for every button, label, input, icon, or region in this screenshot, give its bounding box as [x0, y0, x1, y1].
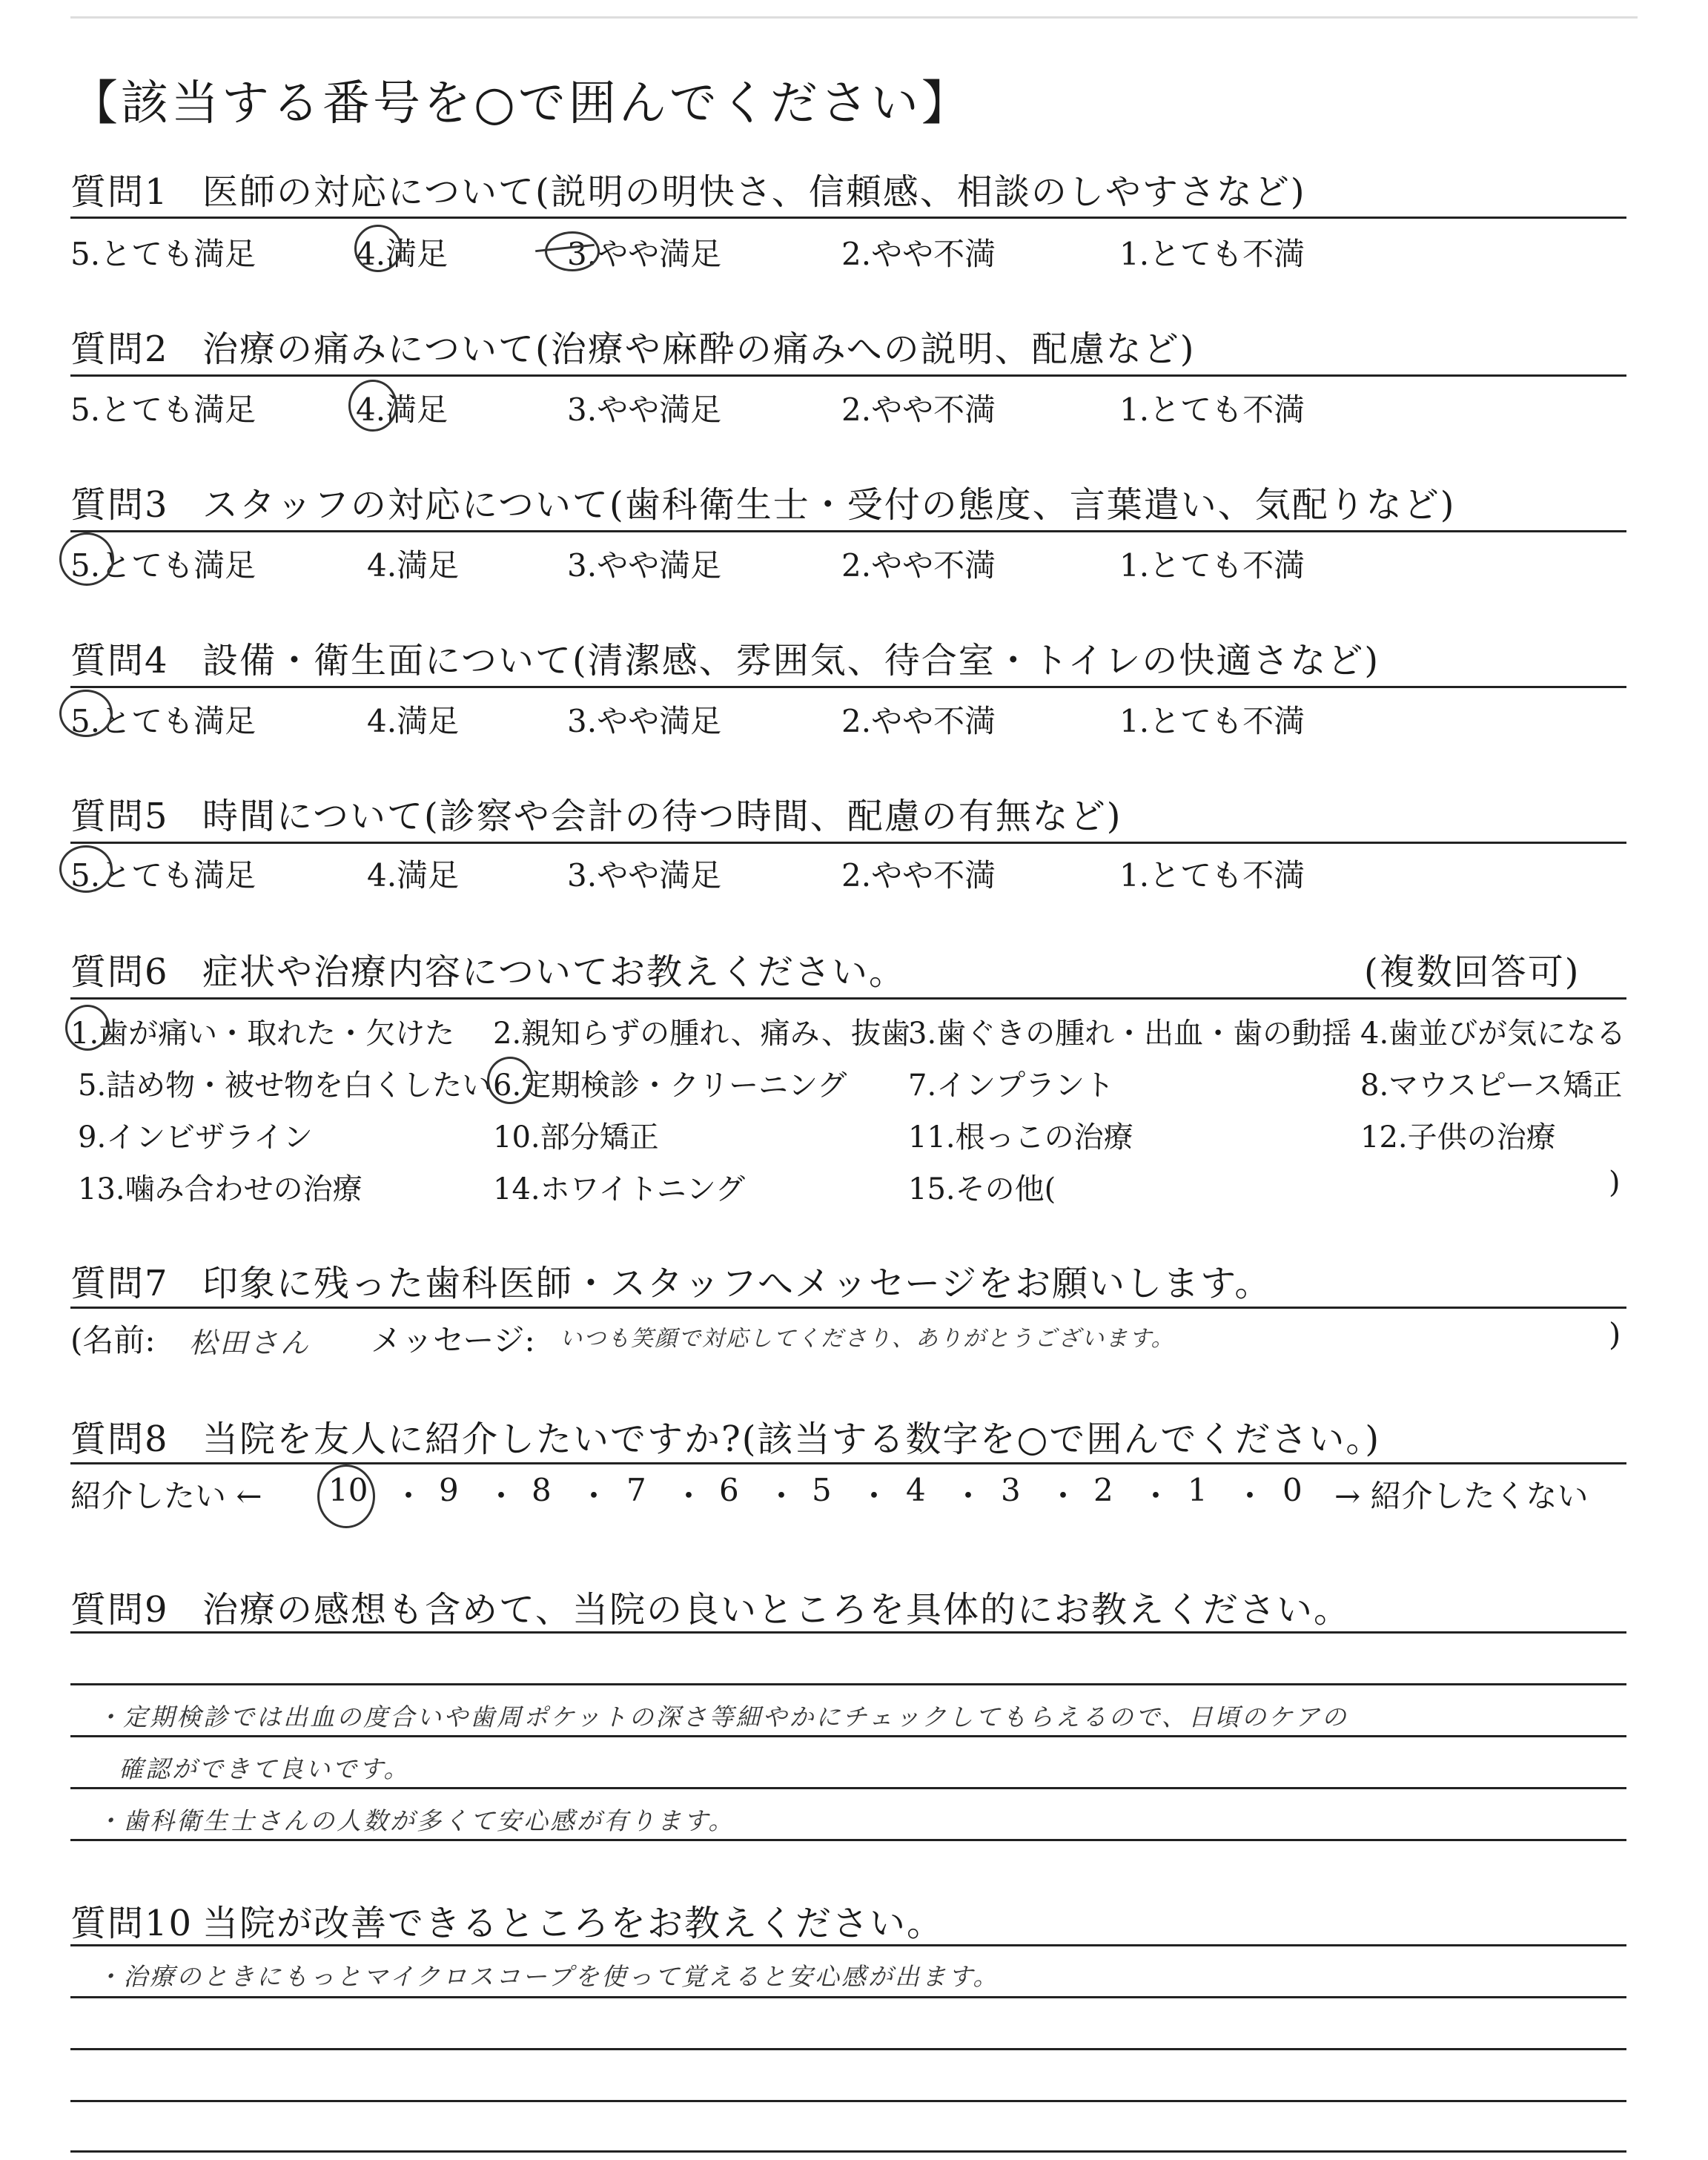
q5-option-2[interactable]: 2.やや不満 [841, 857, 996, 894]
q8-scale-sep: ・ [578, 1478, 610, 1514]
q6-option-5[interactable]: 5.詰め物・被せ物を白くしたい [78, 1069, 492, 1103]
q6-option-8[interactable]: 8.マウスピース矯正 [1360, 1069, 1623, 1103]
question-8 [70, 1410, 1380, 1462]
question-6-note: (複数回答可) [1364, 951, 1580, 993]
question-4-text: 設備・衛生面について(清潔感、雰囲気、待合室・トイレの快適さなど) [202, 640, 1380, 681]
q3-option-2[interactable]: 2.やや不満 [841, 547, 996, 584]
question-4-number: 質問4 [70, 640, 169, 681]
q5-option-4[interactable]: 4.満足 [367, 857, 460, 894]
q3-option-3[interactable]: 3.やや満足 [567, 547, 722, 584]
q6-option-4[interactable]: 4.歯並びが気になる [1360, 1017, 1626, 1051]
q2-selection-circle [348, 380, 397, 432]
q4-option-1[interactable]: 1.とても不満 [1119, 703, 1305, 739]
q1-option-2[interactable]: 2.やや不満 [841, 236, 996, 272]
q6-option-10[interactable]: 10.部分矯正 [493, 1120, 659, 1155]
q4-option-3[interactable]: 3.やや満足 [567, 703, 722, 739]
question-6-rule [70, 997, 1626, 1000]
q6-option-13[interactable]: 13.噛み合わせの治療 [78, 1172, 363, 1206]
q10-answer-line-1[interactable]: ・治療のときにもっとマイクロスコープを使って覚えると安心感が出ます。 [96, 1962, 1000, 1991]
question-1-text: 医師の対応について(説明の明快さ、信頼感、相談のしやすさなど) [202, 171, 1306, 213]
q2-option-5[interactable]: 5.とても満足 [70, 392, 256, 428]
q8-scale-sep: ・ [673, 1478, 705, 1514]
question-3 [70, 476, 1456, 527]
q2-option-4[interactable]: 4.満足 [356, 392, 448, 428]
question-6 [70, 943, 906, 994]
q8-scale-sep: ・ [858, 1478, 890, 1514]
q2-option-2[interactable]: 2.やや不満 [841, 392, 996, 428]
q4-option-2[interactable]: 2.やや不満 [841, 703, 996, 739]
q6-option-6[interactable]: 6.定期検診・クリーニング [493, 1069, 847, 1103]
question-2-rule [70, 374, 1626, 377]
question-9-rule-5 [70, 1839, 1626, 1841]
q8-scale-5[interactable]: 5 [812, 1472, 832, 1508]
q6-option-7[interactable]: 7.インプラント [908, 1069, 1115, 1103]
q4-selection-circle [59, 690, 113, 737]
top-divider [70, 16, 1638, 19]
q1-option-3[interactable]: 3.やや満足 [567, 236, 722, 272]
question-10-rule-1 [70, 1944, 1626, 1946]
q8-scale-0[interactable]: 0 [1282, 1472, 1302, 1508]
question-9-rule-4 [70, 1787, 1626, 1789]
q4-option-5[interactable]: 5.とても満足 [70, 703, 256, 739]
q8-scale-sep: ・ [1234, 1478, 1266, 1514]
question-10-rule-5 [70, 2150, 1626, 2153]
question-8-number: 質問8 [70, 1418, 169, 1460]
question-5 [70, 787, 1122, 839]
question-4-rule [70, 686, 1626, 688]
q8-scale-9[interactable]: 9 [439, 1472, 459, 1508]
q1-option-4[interactable]: 4.満足 [356, 236, 448, 272]
question-3-text: スタッフの対応について(歯科衛生士・受付の態度、言葉遣い、気配りなど) [202, 484, 1456, 526]
question-7 [70, 1255, 1271, 1306]
q3-option-1[interactable]: 1.とても不満 [1119, 547, 1305, 584]
q6-selection-circle-6 [487, 1057, 533, 1104]
q3-option-4[interactable]: 4.満足 [367, 547, 460, 584]
question-1 [70, 163, 1306, 214]
question-5-number: 質問5 [70, 796, 169, 837]
q9-answer-line-1[interactable]: ・定期検診では出血の度合いや歯周ポケットの深さ等細やかにチェックしてもらえるので、日頃のケアの [96, 1702, 1348, 1731]
q6-option-15[interactable]: 15.その他( [908, 1172, 1056, 1206]
question-1-number: 質問1 [70, 171, 169, 213]
question-4 [70, 632, 1380, 683]
q7-message-value[interactable]: いつも笑顔で対応してくださり、ありがとうございます。 [560, 1326, 1175, 1352]
q7-name-value[interactable]: 松田さん [189, 1327, 311, 1359]
q8-selection-circle [317, 1464, 375, 1528]
question-9-rule-1 [70, 1631, 1626, 1634]
q8-scale-8[interactable]: 8 [532, 1472, 552, 1508]
q6-option-11[interactable]: 11.根っこの治療 [908, 1120, 1133, 1155]
q1-option-1[interactable]: 1.とても不満 [1119, 236, 1305, 272]
q6-option-3[interactable]: 3.歯ぐきの腫れ・出血・歯の動揺 [908, 1017, 1352, 1051]
form-header: 【該当する番号を○で囲んでください】 [70, 76, 972, 131]
question-8-text: 当院を友人に紹介したいですか?(該当する数字を○で囲んでください。) [202, 1418, 1381, 1460]
q3-option-5[interactable]: 5.とても満足 [70, 547, 256, 584]
question-10-rule-3 [70, 2048, 1626, 2050]
q8-scale-sep: ・ [1140, 1478, 1172, 1514]
q9-answer-line-2[interactable]: 確認ができて良いです。 [119, 1754, 411, 1783]
q8-scale-10[interactable]: 10 [328, 1472, 368, 1508]
q3-selection-circle [59, 532, 114, 586]
q2-option-3[interactable]: 3.やや満足 [567, 392, 722, 428]
q8-scale-sep: ・ [486, 1478, 517, 1514]
question-2 [70, 320, 1196, 371]
question-10-text: 当院が改善できるところをお教えください。 [202, 1903, 944, 1944]
q6-option-9[interactable]: 9.インビザライン [78, 1120, 313, 1155]
q1-selection-circle [354, 225, 402, 272]
question-7-rule [70, 1307, 1626, 1309]
q6-option-12[interactable]: 12.子供の治療 [1360, 1120, 1556, 1155]
q7-close-paren: ) [1609, 1316, 1621, 1353]
question-9-rule-2 [70, 1683, 1626, 1685]
question-9-rule-3 [70, 1735, 1626, 1737]
question-9 [70, 1581, 1351, 1632]
question-7-text: 印象に残った歯科医師・スタッフへメッセージをお願いします。 [202, 1263, 1272, 1304]
question-5-text: 時間について(診察や会計の待つ時間、配慮の有無など) [202, 796, 1122, 837]
q8-scale-2[interactable]: 2 [1093, 1472, 1113, 1508]
question-2-text: 治療の痛みについて(治療や麻酔の痛みへの説明、配慮など) [202, 328, 1196, 370]
q8-scale-4[interactable]: 4 [906, 1472, 926, 1508]
q7-message-label: メッセージ: [371, 1322, 535, 1358]
q2-option-1[interactable]: 1.とても不満 [1119, 392, 1305, 428]
q8-scale-6[interactable]: 6 [719, 1472, 739, 1508]
q6-option-2[interactable]: 2.親知らずの腫れ、痛み、抜歯 [493, 1017, 910, 1051]
q8-scale-1[interactable]: 1 [1188, 1472, 1208, 1508]
q1-crossed-circle [545, 231, 600, 271]
question-1-rule [70, 217, 1626, 219]
question-9-number: 質問9 [70, 1589, 169, 1631]
q6-option-14[interactable]: 14.ホワイトニング [493, 1172, 746, 1206]
question-9-text: 治療の感想も含めて、当院の良いところを具体的にお教えください。 [202, 1589, 1351, 1631]
q8-scale-sep: ・ [393, 1478, 425, 1514]
q9-answer-line-3[interactable]: ・歯科衛生士さんの人数が多くて安心感が有ります。 [96, 1806, 735, 1835]
question-7-number: 質問7 [70, 1263, 169, 1304]
question-10-rule-4 [70, 2100, 1626, 2102]
q8-scale-7[interactable]: 7 [626, 1472, 646, 1508]
q6-option-1[interactable]: 1.歯が痛い・取れた・欠けた [70, 1017, 455, 1051]
q8-right-label: → 紹介したくない [1334, 1478, 1589, 1514]
q5-selection-circle [59, 845, 113, 893]
question-3-number: 質問3 [70, 484, 169, 526]
question-3-rule [70, 530, 1626, 532]
q7-name-label: (名前: [70, 1322, 156, 1358]
question-2-number: 質問2 [70, 328, 169, 370]
q8-scale-3[interactable]: 3 [1001, 1472, 1021, 1508]
q6-option-15-close: ) [1609, 1166, 1621, 1200]
question-8-rule [70, 1462, 1626, 1464]
question-10-number: 質問10 [70, 1903, 193, 1944]
q4-option-4[interactable]: 4.満足 [367, 703, 460, 739]
question-6-number: 質問6 [70, 951, 169, 993]
question-6-text: 症状や治療内容についてお教えください。 [202, 951, 907, 993]
q5-option-1[interactable]: 1.とても不満 [1119, 857, 1305, 894]
q8-left-label: 紹介したい ← [70, 1478, 262, 1514]
q8-scale-sep: ・ [766, 1478, 798, 1514]
q5-option-5[interactable]: 5.とても満足 [70, 857, 256, 894]
q6-selection-circle-1 [65, 1005, 110, 1051]
q1-option-5[interactable]: 5.とても満足 [70, 236, 256, 272]
q8-scale-sep: ・ [953, 1478, 984, 1514]
question-10-rule-2 [70, 1996, 1626, 1998]
question-5-rule [70, 842, 1626, 844]
q5-option-3[interactable]: 3.やや満足 [567, 857, 722, 894]
question-10 [70, 1895, 944, 1946]
q8-scale-sep: ・ [1047, 1478, 1079, 1514]
